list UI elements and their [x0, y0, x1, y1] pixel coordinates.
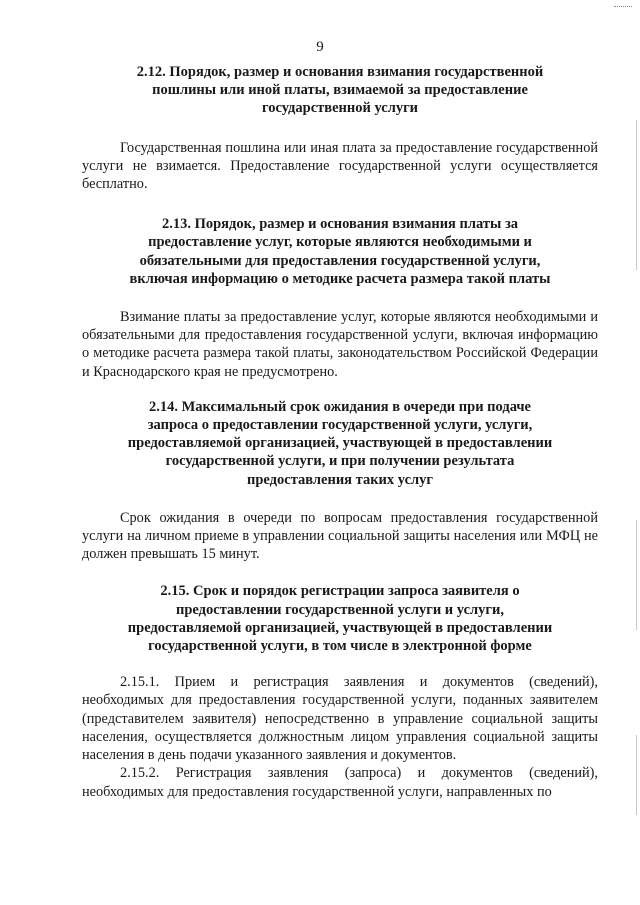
section-paragraph: Срок ожидания в очереди по вопросам предоставления государственной услуги на личном приеме в управлении социальной защиты населения или МФЦ не должен превышать 15 минут. [82, 509, 598, 563]
page-number: 9 [316, 39, 324, 55]
section-paragraph: 2.15.2. Регистрация заявления (запроса) и документов (сведений), необходимых для предоставления государственной услуги, направленных по [82, 765, 598, 800]
section-heading: 2.12. Порядок, размер и основания взимания государственной пошлины или иной платы, взимаемой за предоставление государственной услуги [136, 64, 544, 117]
document-body [82, 63, 598, 801]
section-2-15 [82, 582, 598, 800]
scan-corner-mark [614, 6, 632, 10]
section-heading: 2.15. Срок и порядок регистрации запроса заявителя о предоставлении государственной услуги и услуги, предоставляемой организацией, участвующей в предоставлении государственной услуги, в том числе в электронной форме [127, 583, 553, 655]
section-heading: 2.13. Порядок, размер и основания взимания платы за предоставление услуг, которые являются необходимыми и обязательными для предоставления государственной услуги, включая информацию о методике расчета размера такой платы [129, 216, 551, 287]
scan-edge-line [636, 120, 637, 270]
section-paragraph: Взимание платы за предоставление услуг, которые являются необходимыми и обязательными для предоставления государственной услуги, включая информацию о методике расчета размера такой платы, законодательством Российской Федерации и Краснодарского края не предусмотрено. [82, 309, 598, 380]
section-2-14 [82, 398, 598, 564]
section-2-13 [82, 215, 598, 381]
section-paragraph: Государственная пошлина или иная плата за предоставление государственной услуги не взимается. Предоставление государственной услуги осуществляется бесплатно. [82, 139, 598, 193]
section-paragraph: 2.15.1. Прием и регистрация заявления и документов (сведений), необходимых для предоставления государственной услуги, поданных заявителем (представителем заявителя) непосредственно в управление социальной защиты населения, осуществляется должностным лицом управления социальной защиты населения в день подачи указанного заявления и документов. [82, 674, 598, 764]
scan-edge-line [636, 520, 637, 630]
scan-edge-line [636, 735, 637, 815]
section-2-12 [82, 63, 598, 193]
section-heading: 2.14. Максимальный срок ожидания в очереди при подаче запроса о предоставлении государственной услуги, услуги, предоставляемой организацией, участвующей в предоставлении государственной услуги, и при получении результата предоставления таких услуг [127, 398, 553, 488]
